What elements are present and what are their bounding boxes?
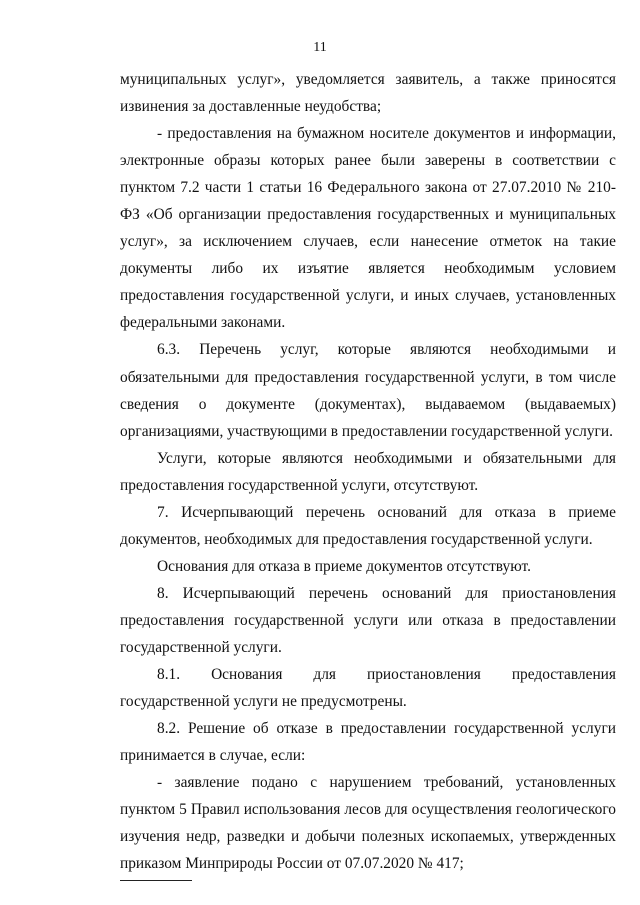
- paragraph-paper-documents: - предоставления на бумажном носителе документов и информации, электронные образы которых ранее были заверены в соответствии с пунктом 7.2 части 1 статьи 16 Федерального закона от 27.07.2010 № 210-ФЗ «Об организации предоставления государственных и муниципальных услуг», за исключением случаев, если нанесение отметок на такие документы либо их изъятие является необходимым условием предоставления государственной услуги, и иных случаев, установленных федеральными законами.: [120, 125, 616, 332]
- paragraph-continuation: муниципальных услуг», уведомляется заявитель, а также приносятся извинения за доставленные неудобства;: [120, 71, 616, 116]
- paragraph-6-3: 6.3. Перечень услуг, которые являются необходимыми и обязательными для предоставления государственной услуги, в том числе сведения о документе (документах), выдаваемом (выдаваемых) организациями, участвующими в предоставлении государственной услуги.: [120, 341, 616, 440]
- paragraph-no-refusal-grounds: Основания для отказа в приеме документов отсутствуют.: [157, 557, 531, 575]
- paragraph-8: 8. Исчерпывающий перечень оснований для приостановления предоставления государственной услуги или отказа в предоставлении государственной услуги.: [120, 584, 616, 656]
- page-number: 11: [313, 40, 327, 55]
- paragraph-7: 7. Исчерпывающий перечень оснований для отказа в приеме документов, необходимых для предоставления государственной услуги.: [120, 503, 616, 548]
- document-body: [120, 66, 616, 877]
- paragraph-8-1: 8.1. Основания для приостановления предоставления государственной услуги не предусмотрены.: [120, 666, 616, 711]
- paragraph-8-2: 8.2. Решение об отказе в предоставлении государственной услуги принимается в случае, если:: [120, 720, 616, 765]
- paragraph-application-violation: - заявление подано с нарушением требований, установленных пунктом 5 Правил использования лесов для осуществления геологического изучения недр, разведки и добычи полезных ископаемых, утвержденных приказом Минприроды России от 07.07.2020 № 417;: [120, 774, 616, 873]
- footer-rule: [120, 880, 192, 881]
- paragraph-no-required-services: Услуги, которые являются необходимыми и обязательными для предоставления государственной услуги, отсутствуют.: [120, 449, 616, 494]
